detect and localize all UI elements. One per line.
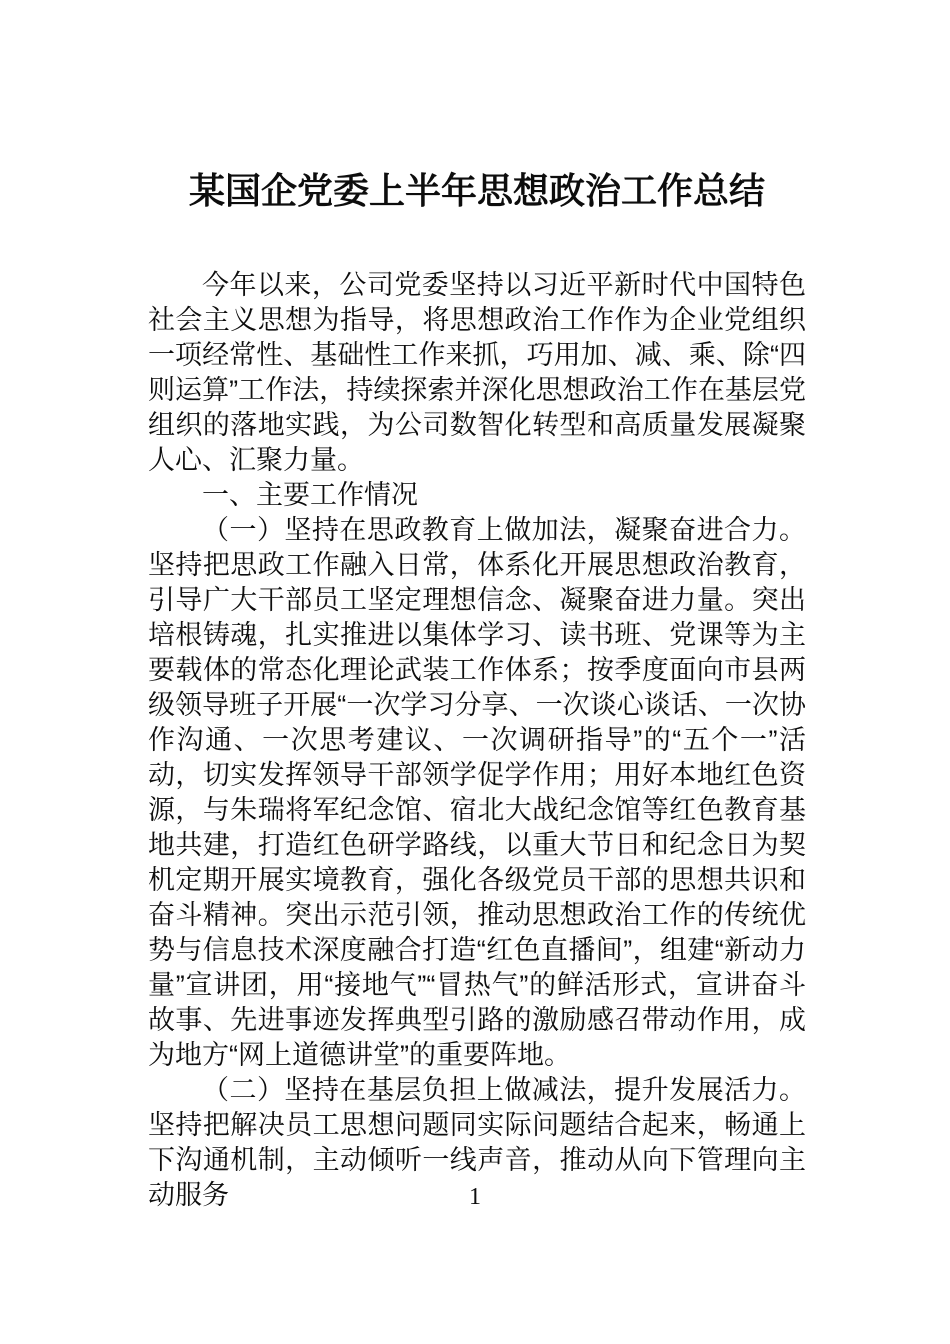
paragraph-section-two: （二）坚持在基层负担上做减法，提升发展活力。坚持把解决员工思想问题同实际问题结合起来，畅通上下沟通机制，主动倾听一线声音，推动从向下管理向主动服务	[148, 1075, 806, 1210]
paragraph-section-one: （一）坚持在思政教育上做加法，凝聚奋进合力。坚持把思政工作融入日常，体系化开展思想政治教育，引导广大干部员工坚定理想信念、凝聚奋进力量。突出培根铸魂，扎实推进以集体学习、读书班、党课等为主要载体的常态化理论武装工作体系；按季度面向市县两级领导班子开展“一次学习分享、一次谈心谈话、一次协作沟通、一次思考建议、一次调研指导”的“五个一”活动，切实发挥领导干部领学促学作用；用好本地红色资源，与朱瑞将军纪念馆、宿北大战纪念馆等红色教育基地共建，打造红色研学路线，以重大节日和纪念日为契机定期开展实境教育，强化各级党员干部的思想共识和奋斗精神。突出示范引领，推动思想政治工作的传统优势与信息技术深度融合打造“红色直播间”，组建“新动力量”宣讲团，用“接地气”“冒热气”的鲜活形式，宣讲奋斗故事、先进事迹发挥典型引路的激励感召带动作用，成为地方“网上道德讲堂”的重要阵地。	[148, 515, 806, 1070]
page-number: 1	[469, 1184, 481, 1210]
document-title: 某国企党委上半年思想政治工作总结	[188, 170, 765, 211]
intro-paragraph: 今年以来，公司党委坚持以习近平新时代中国特色社会主义思想为指导，将思想政治工作作为企业党组织一项经常性、基础性工作来抓，巧用加、减、乘、除“四则运算”工作法，持续探索并深化思想政治工作在基层党组织的落地实践，为公司数智化转型和高质量发展凝聚人心、汇聚力量。	[148, 270, 806, 475]
section-heading: 一、主要工作情况	[202, 480, 418, 510]
